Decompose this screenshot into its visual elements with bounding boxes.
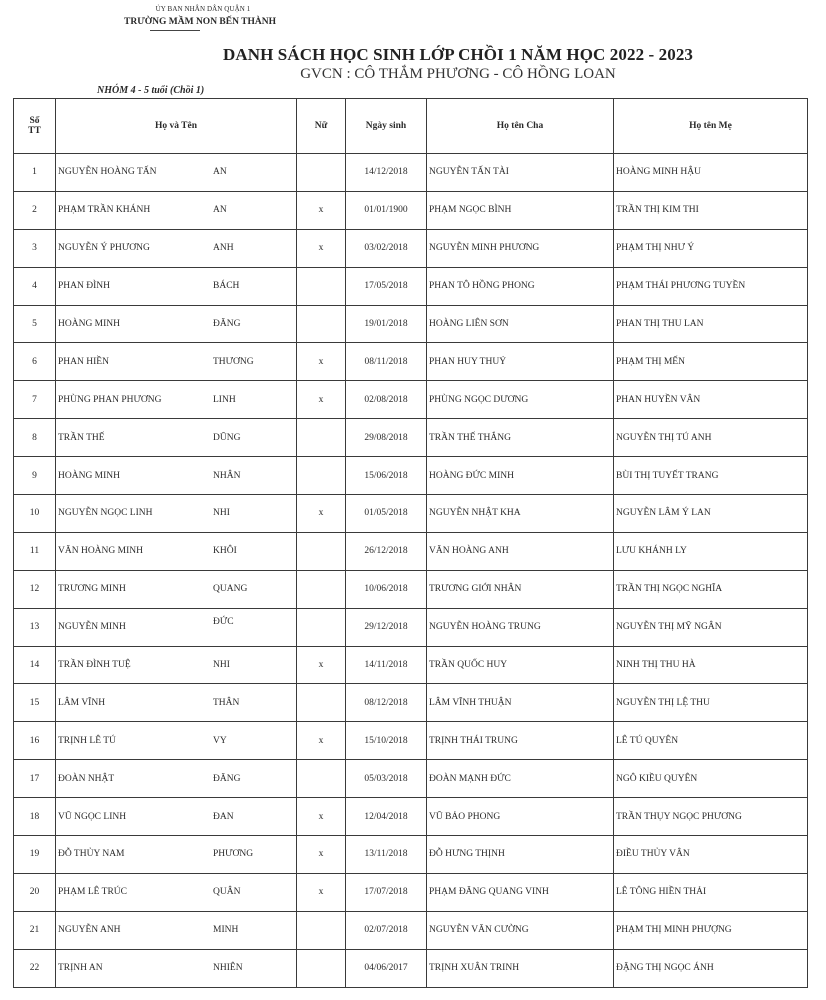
cell-given-name: ĐAN (213, 811, 234, 822)
cell-surname: NGUYỄN NGỌC LINH (58, 508, 153, 519)
cell-stt: 22 (14, 949, 56, 987)
cell-father: TRỊNH XUÂN TRINH (427, 949, 614, 987)
cell-mother: TRẦN THỊ NGỌC NGHĨA (614, 570, 808, 608)
table-row (14, 532, 808, 570)
table-row (14, 381, 808, 419)
cell-name (56, 419, 297, 457)
table-row (14, 836, 808, 874)
teachers-line: GVCN : CÔ THẮM PHƯƠNG - CÔ HỒNG LOAN (300, 66, 616, 82)
cell-stt: 4 (14, 267, 56, 305)
cell-dob: 29/12/2018 (346, 608, 427, 646)
cell-female (297, 608, 346, 646)
cell-name (56, 381, 297, 419)
cell-name (56, 608, 297, 646)
cell-surname: PHẠM LÊ TRÚC (58, 887, 127, 898)
cell-dob: 08/11/2018 (346, 343, 427, 381)
cell-dob: 15/06/2018 (346, 457, 427, 495)
cell-given-name: THƯƠNG (213, 356, 254, 367)
cell-dob: 03/02/2018 (346, 229, 427, 267)
cell-surname: HOÀNG MINH (58, 319, 121, 329)
header-female: Nữ (297, 99, 346, 154)
cell-female (297, 532, 346, 570)
cell-mother: NGUYỄN THỊ TÚ ANH (614, 419, 808, 457)
cell-name (56, 836, 297, 874)
cell-mother: NGUYỄN THỊ MỸ NGÂN (614, 608, 808, 646)
student-table (13, 98, 808, 988)
table-row (14, 457, 808, 495)
header-father: Họ tên Cha (427, 99, 614, 154)
cell-surname: ĐỖ THỦY NAM (58, 849, 125, 860)
cell-mother: LƯU KHÁNH LY (614, 532, 808, 570)
cell-father: ĐOÀN MẠNH ĐỨC (427, 760, 614, 798)
cell-surname: PHAN ĐÌNH (58, 281, 110, 292)
cell-name (56, 760, 297, 798)
cell-name (56, 343, 297, 381)
cell-name (56, 154, 297, 192)
cell-stt: 5 (14, 305, 56, 343)
cell-mother: PHẠM THỊ MẾN (614, 343, 808, 381)
cell-female (297, 949, 346, 987)
cell-given-name: THÂN (213, 697, 240, 708)
cell-given-name: AN (213, 167, 227, 178)
cell-surname: ĐOÀN NHẬT (58, 773, 115, 784)
cell-mother: PHẠM THỊ NHƯ Ý (614, 229, 808, 267)
cell-surname: TRỊNH LÊ TÚ (58, 735, 116, 746)
cell-given-name: LINH (213, 394, 236, 405)
cell-name (56, 305, 297, 343)
cell-female: x (297, 798, 346, 836)
table-row (14, 570, 808, 608)
table-row (14, 949, 808, 987)
cell-surname: VĂN HOÀNG MINH (58, 546, 143, 557)
cell-stt: 21 (14, 911, 56, 949)
cell-surname: NGUYỄN Ý PHƯƠNG (58, 243, 150, 254)
cell-mother: TRẦN THỤY NGỌC PHƯƠNG (614, 798, 808, 836)
cell-dob: 02/07/2018 (346, 911, 427, 949)
cell-stt: 1 (14, 154, 56, 192)
cell-female (297, 154, 346, 192)
cell-name (56, 570, 297, 608)
cell-father: PHAN HUY THUỶ (427, 343, 614, 381)
cell-mother: LÊ TÔNG HIỀN THẢI (614, 873, 808, 911)
cell-father: VŨ BẢO PHONG (427, 798, 614, 836)
cell-dob: 19/01/2018 (346, 305, 427, 343)
table-row (14, 911, 808, 949)
cell-dob: 17/07/2018 (346, 873, 427, 911)
table-row (14, 419, 808, 457)
header-mother: Họ tên Mẹ (614, 99, 808, 154)
cell-father: VĂN HOÀNG ANH (427, 532, 614, 570)
cell-female: x (297, 495, 346, 533)
header-stt-line1: Số (29, 116, 40, 126)
cell-mother: LÊ TÚ QUYÊN (614, 722, 808, 760)
cell-dob: 13/11/2018 (346, 836, 427, 874)
cell-dob: 15/10/2018 (346, 722, 427, 760)
cell-female: x (297, 191, 346, 229)
cell-surname: LÂM VĨNH (58, 697, 106, 708)
document-title: DANH SÁCH HỌC SINH LỚP CHỒI 1 NĂM HỌC 2022 - 2023 (222, 45, 694, 64)
cell-given-name: KHÔI (213, 546, 237, 557)
table-row (14, 646, 808, 684)
cell-father: NGUYỄN VĂN CƯỜNG (427, 911, 614, 949)
cell-surname: TRẦN ĐÌNH TUỆ (58, 660, 131, 671)
cell-female (297, 267, 346, 305)
cell-father: PHAN TÔ HỒNG PHONG (427, 267, 614, 305)
cell-mother: HOÀNG MINH HẬU (614, 154, 808, 192)
table-row (14, 608, 808, 646)
cell-father: LÂM VĨNH THUẬN (427, 684, 614, 722)
authority-name: ỦY BAN NHÂN DÂN QUẬN 1 (155, 5, 251, 13)
table-row (14, 267, 808, 305)
cell-name (56, 457, 297, 495)
cell-dob: 14/12/2018 (346, 154, 427, 192)
cell-female: x (297, 873, 346, 911)
cell-father: PHẠM ĐĂNG QUANG VINH (427, 873, 614, 911)
cell-female: x (297, 722, 346, 760)
cell-mother: ĐIỀU THỦY VÂN (614, 836, 808, 874)
cell-mother: PHAN THỊ THU LAN (614, 305, 808, 343)
cell-mother: NGÔ KIỀU QUYÊN (614, 760, 808, 798)
cell-given-name: ANH (213, 243, 234, 254)
table-row (14, 760, 808, 798)
table-row (14, 229, 808, 267)
cell-mother: NGUYỄN THỊ LỆ THU (614, 684, 808, 722)
cell-mother: PHAN HUYỀN VÂN (614, 381, 808, 419)
cell-father: TRỊNH THÁI TRUNG (427, 722, 614, 760)
cell-given-name: AN (213, 205, 227, 216)
cell-father: PHÙNG NGỌC DƯƠNG (427, 381, 614, 419)
cell-name (56, 229, 297, 267)
cell-female: x (297, 229, 346, 267)
cell-given-name: PHƯƠNG (213, 849, 254, 860)
cell-female: x (297, 836, 346, 874)
cell-given-name: ĐĂNG (213, 773, 241, 784)
cell-name (56, 911, 297, 949)
cell-female (297, 760, 346, 798)
cell-given-name: NHIÊN (213, 963, 243, 974)
cell-mother: PHẠM THỊ MINH PHƯỢNG (614, 911, 808, 949)
cell-mother: NINH THỊ THU HÀ (614, 646, 808, 684)
header-stt (14, 99, 56, 154)
cell-name (56, 798, 297, 836)
cell-dob: 14/11/2018 (346, 646, 427, 684)
table-row (14, 722, 808, 760)
cell-stt: 2 (14, 191, 56, 229)
cell-father: HOÀNG ĐỨC MINH (427, 457, 614, 495)
cell-stt: 18 (14, 798, 56, 836)
cell-father: NGUYỄN HOÀNG TRUNG (427, 608, 614, 646)
cell-given-name: QUÂN (213, 887, 241, 898)
school-name: TRƯỜNG MẦM NON BẾN THÀNH (124, 17, 276, 27)
cell-dob: 05/03/2018 (346, 760, 427, 798)
cell-given-name: QUANG (213, 584, 248, 595)
cell-mother: BÙI THỊ TUYẾT TRANG (614, 457, 808, 495)
cell-name (56, 646, 297, 684)
school-underline (150, 30, 200, 31)
cell-father: TRẦN QUỐC HUY (427, 646, 614, 684)
cell-name (56, 495, 297, 533)
cell-name (56, 873, 297, 911)
cell-dob: 12/04/2018 (346, 798, 427, 836)
cell-stt: 13 (14, 608, 56, 646)
cell-female (297, 457, 346, 495)
cell-name (56, 722, 297, 760)
cell-dob: 17/05/2018 (346, 267, 427, 305)
cell-dob: 04/06/2017 (346, 949, 427, 987)
cell-dob: 29/08/2018 (346, 419, 427, 457)
cell-given-name: NHI (213, 660, 230, 671)
cell-stt: 15 (14, 684, 56, 722)
cell-given-name: DŨNG (213, 432, 241, 443)
cell-stt: 16 (14, 722, 56, 760)
cell-father: TRẦN THẾ THẮNG (427, 419, 614, 457)
cell-dob: 26/12/2018 (346, 532, 427, 570)
cell-father: HOÀNG LIÊN SƠN (427, 305, 614, 343)
table-row (14, 191, 808, 229)
cell-female (297, 419, 346, 457)
cell-father: ĐỖ HƯNG THỊNH (427, 836, 614, 874)
cell-stt: 19 (14, 836, 56, 874)
cell-surname: HOÀNG MINH (58, 470, 121, 481)
cell-surname: PHẠM TRẦN KHÁNH (58, 205, 151, 216)
cell-father: TRƯƠNG GIỚI NHÂN (427, 570, 614, 608)
cell-surname: TRƯƠNG MINH (58, 584, 126, 595)
header-dob: Ngày sinh (346, 99, 427, 154)
cell-stt: 10 (14, 495, 56, 533)
table-row (14, 873, 808, 911)
cell-given-name: NHI (213, 508, 230, 519)
cell-female: x (297, 343, 346, 381)
cell-given-name: MINH (213, 925, 239, 936)
table-row (14, 154, 808, 192)
cell-surname: VŨ NGỌC LINH (58, 811, 127, 822)
cell-given-name: ĐĂNG (213, 319, 241, 329)
cell-surname: NGUYỄN HOÀNG TẤN (58, 167, 157, 178)
cell-surname: NGUYỄN ANH (58, 925, 121, 936)
table-row (14, 798, 808, 836)
cell-mother: NGUYỄN LÂM Ý LAN (614, 495, 808, 533)
cell-name (56, 949, 297, 987)
cell-female: x (297, 381, 346, 419)
header-stt-line2: TT (28, 126, 41, 136)
cell-stt: 20 (14, 873, 56, 911)
cell-stt: 8 (14, 419, 56, 457)
cell-surname: PHÙNG PHAN PHƯƠNG (58, 394, 162, 405)
table-header-row (14, 99, 808, 154)
cell-surname: TRẦN THẾ (58, 432, 105, 443)
cell-female (297, 305, 346, 343)
cell-mother: PHẠM THÁI PHƯƠNG TUYỀN (614, 267, 808, 305)
cell-father: NGUYỄN TẤN TÀI (427, 154, 614, 192)
cell-dob: 01/01/1900 (346, 191, 427, 229)
cell-given-name: ĐỨC (213, 616, 234, 627)
cell-name (56, 191, 297, 229)
cell-dob: 01/05/2018 (346, 495, 427, 533)
cell-stt: 7 (14, 381, 56, 419)
cell-stt: 12 (14, 570, 56, 608)
cell-dob: 10/06/2018 (346, 570, 427, 608)
cell-given-name: BÁCH (213, 281, 240, 292)
cell-mother: TRẦN THỊ KIM THI (614, 191, 808, 229)
table-row (14, 343, 808, 381)
cell-stt: 6 (14, 343, 56, 381)
cell-dob: 08/12/2018 (346, 684, 427, 722)
cell-stt: 3 (14, 229, 56, 267)
cell-stt: 9 (14, 457, 56, 495)
cell-stt: 11 (14, 532, 56, 570)
table-row (14, 684, 808, 722)
table-row (14, 495, 808, 533)
cell-name (56, 267, 297, 305)
group-label: NHÓM 4 - 5 tuổi (Chồi 1) (97, 85, 205, 96)
cell-stt: 14 (14, 646, 56, 684)
cell-female: x (297, 646, 346, 684)
cell-female (297, 911, 346, 949)
cell-name (56, 684, 297, 722)
cell-surname: NGUYỄN MINH (58, 622, 126, 633)
cell-father: PHẠM NGỌC BÌNH (427, 191, 614, 229)
header-name: Họ và Tên (56, 99, 297, 154)
cell-female (297, 570, 346, 608)
cell-father: NGUYỄN NHẬT KHA (427, 495, 614, 533)
cell-name (56, 532, 297, 570)
table-row (14, 305, 808, 343)
cell-surname: TRỊNH AN (58, 963, 103, 974)
cell-surname: PHAN HIỀN (58, 356, 109, 367)
cell-father: NGUYỄN MINH PHƯƠNG (427, 229, 614, 267)
cell-female (297, 684, 346, 722)
cell-given-name: NHÂN (213, 470, 241, 481)
cell-stt: 17 (14, 760, 56, 798)
cell-given-name: VY (213, 735, 227, 746)
cell-mother: ĐẶNG THỊ NGỌC ÁNH (614, 949, 808, 987)
cell-dob: 02/08/2018 (346, 381, 427, 419)
